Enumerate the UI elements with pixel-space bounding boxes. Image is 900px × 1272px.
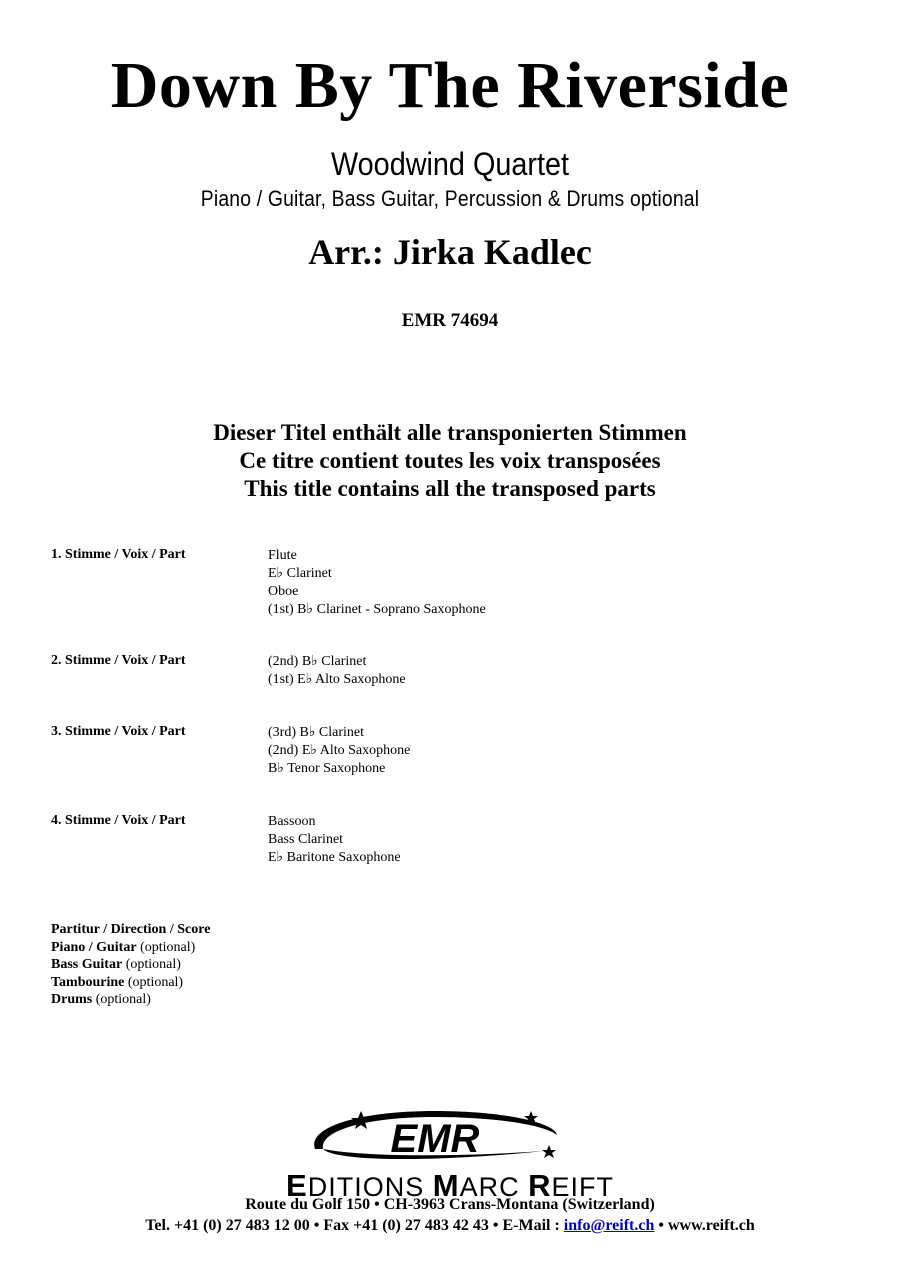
publisher-name: EDITIONS MARC REIFT [286,1168,614,1203]
extras-item-note: (optional) [140,939,196,955]
part-1-instruments [268,547,486,619]
part-2-instruments [268,653,406,689]
part-3-instruments [268,724,410,778]
part-2-label: 2. Stimme / Voix / Part [51,653,186,668]
instrument-item: (1st) B♭ Clarinet - Soprano Saxophone [268,602,486,617]
extras-item [51,939,210,957]
extras-item-name: Piano / Guitar [51,939,137,955]
extras-item [51,974,210,992]
extras-item-note: (optional) [95,992,151,1007]
extras-list [51,921,210,1009]
extras-item-note: (optional) [127,974,184,990]
instrument-item: Bass Clarinet [268,832,344,847]
part-3-label: 3. Stimme / Voix / Part [51,724,186,739]
transposed-notice-fr: Ce titre contient toutes les voix transposées [239,448,661,473]
part-1-label: 1. Stimme / Voix / Part [51,547,186,562]
instrument-item: Bassoon [268,814,316,829]
publisher-contact: Tel. +41 (0) 27 483 12 00 • Fax +41 (0) 27 483 42 43 • E-Mail : info@reift.ch • www.reift.ch [145,1217,755,1234]
logo-text: EMR [390,1117,480,1161]
instrument-item: (3rd) B♭ Clarinet [268,725,365,740]
part-4-label: 4. Stimme / Voix / Part [51,813,186,828]
publisher-address: Route du Golf 150 • CH-3963 Crans-Montana (Switzerland) [245,1196,655,1213]
instrument-item: (2nd) B♭ Clarinet [268,654,367,669]
extras-item [51,956,210,974]
instrument-item: (1st) E♭ Alto Saxophone [268,672,406,687]
instrument-item: (2nd) E♭ Alto Saxophone [268,743,411,758]
transposed-notice-de: Dieser Titel enthält alle transponierten Stimmen [213,420,687,445]
extras-item-name: Partitur / Direction / Score [51,922,211,937]
extras-item-name: Tambourine [51,974,125,990]
extras-item-name: Bass Guitar [51,957,123,972]
extras-item [51,991,210,1009]
instrumentation-note: Piano / Guitar, Bass Guitar, Percussion & Drums optional [200,186,700,211]
instrument-item: Flute [268,548,297,563]
extras-item-name: Drums [51,992,93,1007]
email-link[interactable]: info@reift.ch [563,1217,655,1234]
catalog-number: EMR 74694 [401,310,499,331]
page-title: Down By The Riverside [110,49,790,122]
arranger: Arr.: Jirka Kadlec [308,232,592,272]
extras-item-note: (optional) [125,957,181,972]
transposed-notice-en: This title contains all the transposed parts [244,476,656,501]
instrument-item: Oboe [268,584,299,599]
instrument-item: E♭ Clarinet [268,566,332,581]
subtitle: Woodwind Quartet [331,146,569,182]
instrument-item: B♭ Tenor Saxophone [268,761,386,776]
part-4-instruments [268,813,401,867]
emr-star-swoosh-logo-icon [305,1105,565,1167]
extras-item [51,921,210,939]
instrument-item: E♭ Baritone Saxophone [268,850,401,865]
